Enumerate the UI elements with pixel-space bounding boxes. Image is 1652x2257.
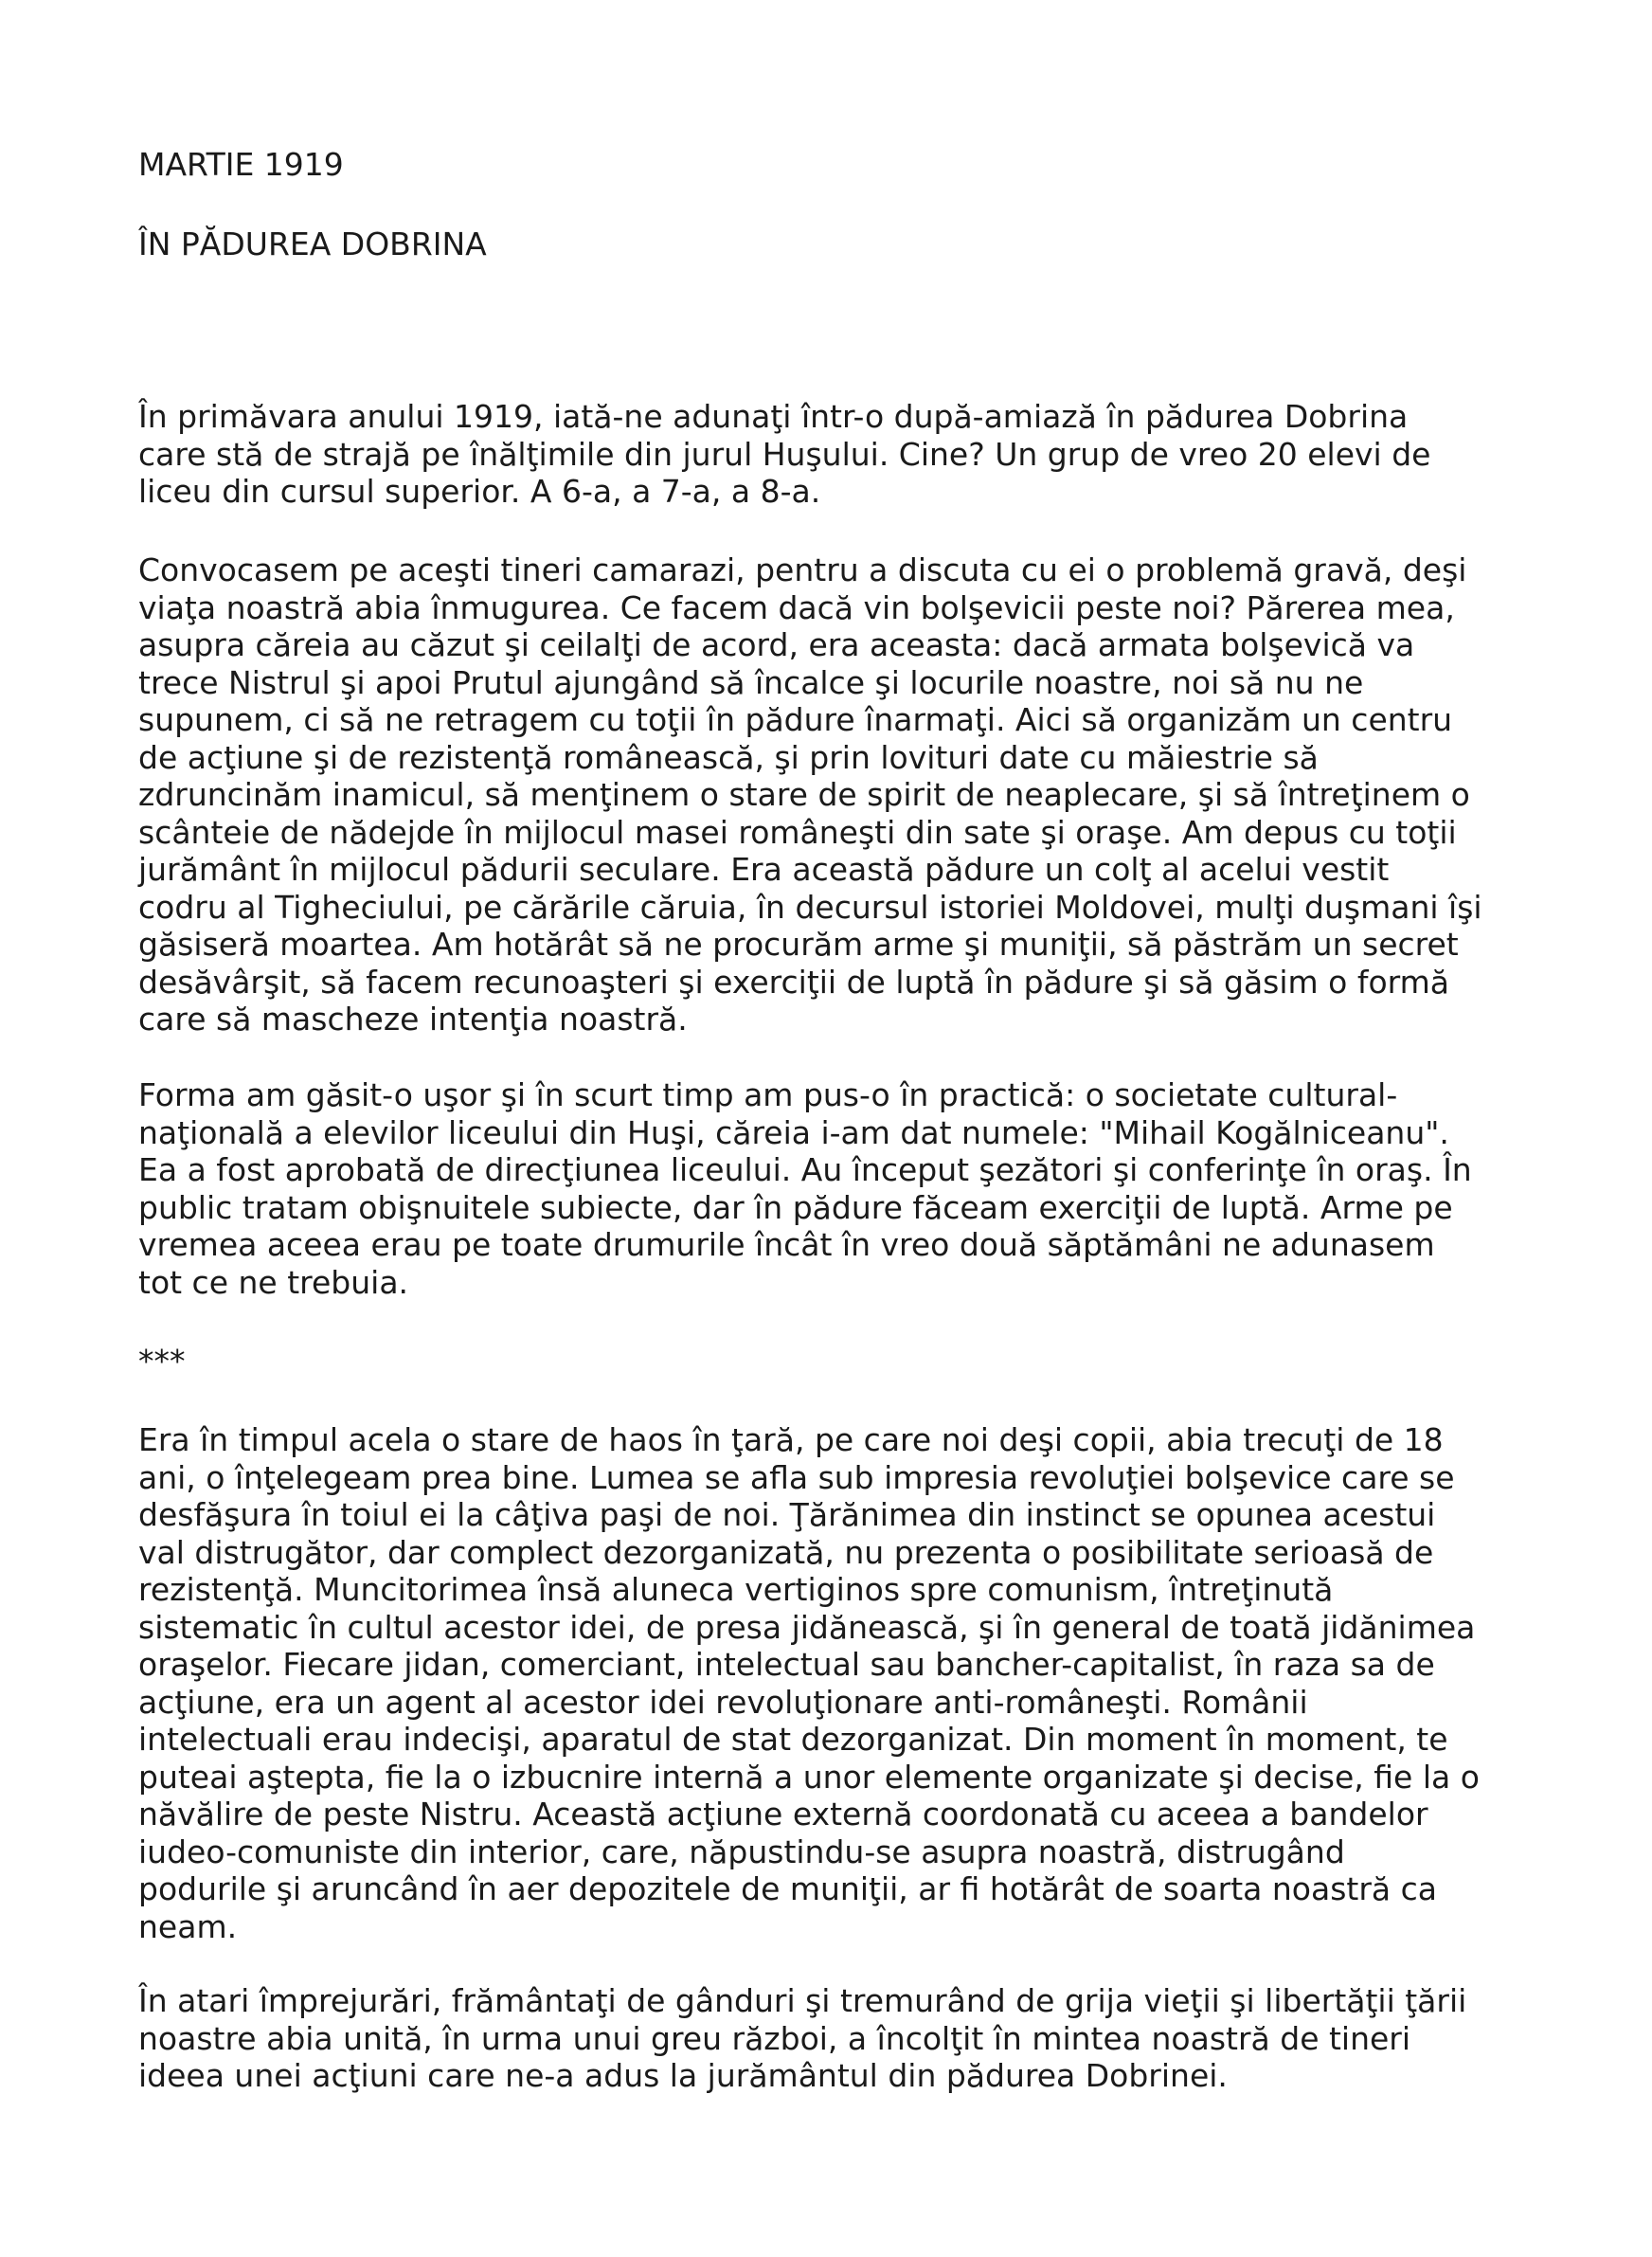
text-line: zdruncinăm inamicul, să menţinem o stare de spirit de neaplecare, şi să întreţinem o xyxy=(138,776,1470,813)
text-line: rezistenţă. Muncitorimea însă aluneca vertiginos spre comunism, întreţinută xyxy=(138,1571,1334,1608)
text-line: iudeo-comuniste din interior, care, năpustindu-se asupra noastră, distrugând xyxy=(138,1833,1345,1870)
section-separator: *** xyxy=(138,1343,186,1380)
text-line: trece Nistrul şi apoi Prutul ajungând să încalce şi locurile noastre, noi să nu ne xyxy=(138,663,1364,701)
place-heading: ÎN PĂDUREA DOBRINA xyxy=(138,226,487,262)
text-line: vremea aceea erau pe toate drumurile încât în vreo două săptămâni ne adunasem xyxy=(138,1226,1435,1263)
text-line: Forma am găsit-o uşor şi în scurt timp am pus-o în practică: o societate cultural- xyxy=(138,1076,1398,1113)
text-line: care stă de strajă pe înălţimile din jurul Huşului. Cine? Un grup de vreo 20 elevi de xyxy=(138,435,1431,473)
text-line: codru al Tigheciului, pe cărările căruia, în decursul istoriei Moldovei, mulţi duşmani îşi xyxy=(138,888,1482,926)
paragraph-1 xyxy=(138,398,1455,511)
text-line: găsiseră moartea. Am hotărât să ne procurăm arme şi muniţii, să păstrăm un secret xyxy=(138,926,1459,963)
text-line: Ea a fost aprobată de direcţiunea liceului. Au început şezători şi conferinţe în oraş. În xyxy=(138,1151,1472,1188)
text-line: noastre abia unită, în urma unui greu război, a încolţit în mintea noastră de tineri xyxy=(138,2019,1411,2057)
text-line: viaţa noastră abia înmugurea. Ce facem dacă vin bolşevicii peste noi? Părerea mea, xyxy=(138,588,1455,626)
text-line: desăvârşit, să facem recunoaşteri şi exerciţii de luptă în pădure şi să găsim o formă xyxy=(138,963,1450,1001)
date-heading: MARTIE 1919 xyxy=(138,146,344,183)
paragraph-2 xyxy=(138,551,1482,1038)
text-line: de acţiune şi de rezistenţă românească, şi prin lovituri date cu măiestrie să xyxy=(138,738,1319,776)
text-line: public tratam obişnuitele subiecte, dar în pădure făceam exerciţii de luptă. Arme pe xyxy=(138,1188,1453,1226)
text-line: În atari împrejurări, frământaţi de gânduri şi tremurând de grija vieţii şi libertăţii ţării xyxy=(138,1982,1467,2019)
paragraph-3 xyxy=(138,1076,1472,1301)
text-line: neam. xyxy=(138,1907,238,1945)
text-line: val distrugător, dar complect dezorganizată, nu prezenta o posibilitate serioasă de xyxy=(138,1533,1434,1571)
text-line: năvălire de peste Nistru. Această acţiune externă coordonată cu aceea a bandelor xyxy=(138,1796,1428,1833)
text-line: sistematic în cultul acestor idei, de presa jidănească, şi în general de toată jidănimea xyxy=(138,1608,1476,1646)
text-line: tot ce ne trebuia. xyxy=(138,1263,409,1301)
text-line: intelectuali erau indecişi, aparatul de stat dezorganizat. Din moment în moment, te xyxy=(138,1721,1448,1758)
text-line: Era în timpul acela o stare de haos în ţară, pe care noi deşi copii, abia trecuţi de 18 xyxy=(138,1421,1444,1458)
text-line: ani, o înţelegeam prea bine. Lumea se afla sub impresia revoluţiei bolşevice care se xyxy=(138,1458,1455,1496)
text-line: scânteie de nădejde în mijlocul masei româneşti din sate şi oraşe. Am depus cu toţii xyxy=(138,813,1457,851)
paragraph-5 xyxy=(138,1982,1467,2095)
text-line: ideea unei acţiuni care ne-a adus la jurământul din pădurea Dobrinei. xyxy=(138,2057,1228,2094)
text-line: jurământ în mijlocul pădurii seculare. Era această pădure un colţ al acelui vestit xyxy=(138,851,1390,888)
text-line: naţională a elevilor liceului din Huşi, căreia i-am dat numele: "Mihail Kogălniceanu". xyxy=(138,1113,1449,1151)
text-line: Convocasem pe aceşti tineri camarazi, pentru a discuta cu ei o problemă gravă, deşi xyxy=(138,551,1467,588)
text-line: podurile şi aruncând în aer depozitele de muniţii, ar fi hotărât de soarta noastră ca xyxy=(138,1870,1437,1907)
text-line: În primăvara anului 1919, iată-ne adunaţi într-o după-amiază în pădurea Dobrina xyxy=(138,398,1409,435)
text-line: asupra căreia au căzut şi ceilalţi de acord, era aceasta: dacă armata bolşevică va xyxy=(138,626,1415,663)
paragraph-4 xyxy=(138,1421,1480,1945)
text-line: acţiune, era un agent al acestor idei revoluţionare anti-româneşti. Românii xyxy=(138,1683,1308,1721)
text-line: oraşelor. Fiecare jidan, comerciant, intelectual sau bancher-capitalist, în raza sa de xyxy=(138,1646,1435,1683)
text-line: supunem, ci să ne retragem cu toţii în pădure înarmaţi. Aici să organizăm un centru xyxy=(138,701,1453,738)
text-line: liceu din cursul superior. A 6-a, a 7-a, a 8-a. xyxy=(138,473,821,510)
text-line: care să mascheze intenţia noastră. xyxy=(138,1001,688,1038)
text-line: puteai aştepta, fie la o izbucnire internă a unor elemente organizate şi decise, fie la o xyxy=(138,1758,1480,1796)
text-line: desfăşura în toiul ei la câţiva paşi de noi. Ţărănimea din instinct se opunea acestui xyxy=(138,1496,1436,1533)
